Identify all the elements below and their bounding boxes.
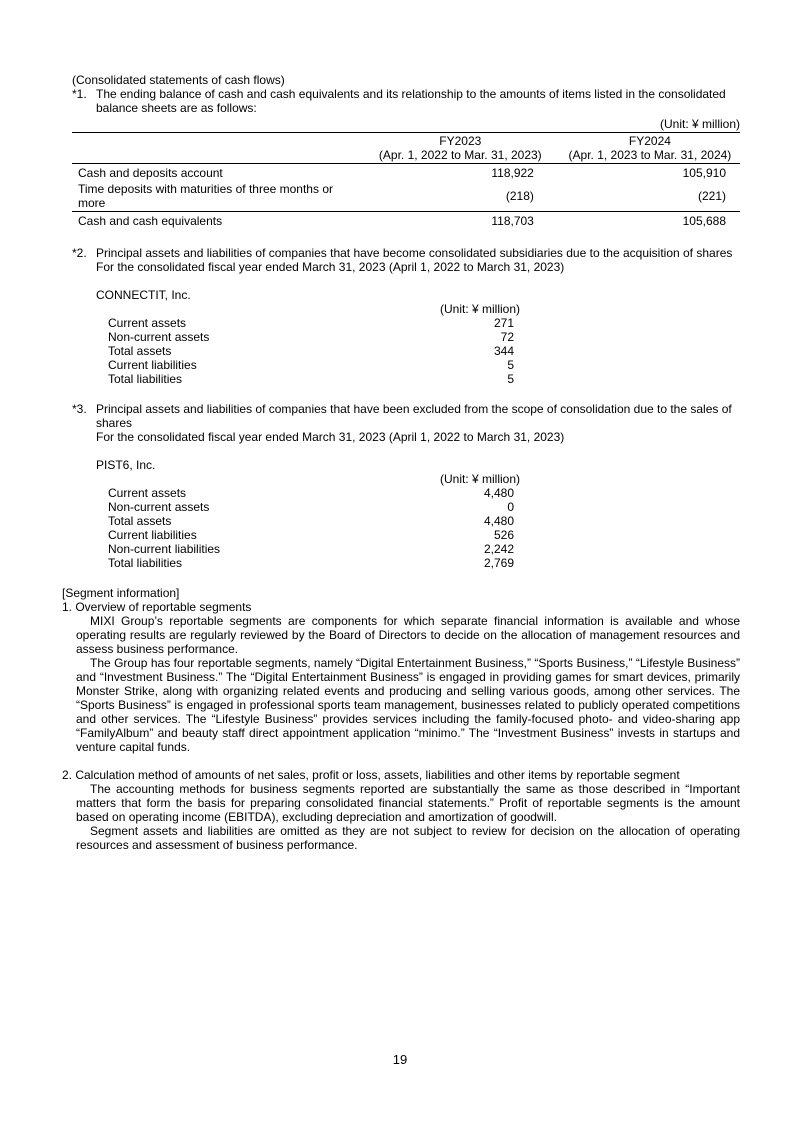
table-row <box>72 181 740 212</box>
row-value-fy2024: 105,688 <box>682 213 726 228</box>
row-label: Cash and cash equivalents <box>78 213 223 228</box>
note-2-text: Principal assets and liabilities of companies that have become consolidated subsidiaries due to the acquisition of shares <box>96 246 733 260</box>
note-2-company-block <box>96 288 740 386</box>
segment-paragraph: The accounting methods for business segments reported are substantially the same as those described in “Important matters that form the basis for preparing consolidated financial statements.” Profit of reportable segments is the amount based on operating income (EBITDA), excluding depreciation and amortization of goodwill. <box>76 782 740 824</box>
table-row: Total liabilities 5 <box>108 372 514 386</box>
cash-equivalents-table <box>72 132 740 229</box>
table-row: Total assets 4,480 <box>108 514 514 528</box>
table-header-row <box>72 133 740 164</box>
table-row: Current assets 4,480 <box>108 486 514 500</box>
note-1-number: *1. <box>72 87 87 101</box>
row-value-fy2023: 118,922 <box>491 165 534 180</box>
table-row <box>72 164 740 182</box>
note-1 <box>72 87 740 115</box>
row-value-fy2023: 118,703 <box>491 213 534 228</box>
row-value-fy2023: (218) <box>505 189 534 203</box>
row-label: Time deposits with maturities of three months or more <box>78 182 333 210</box>
table-row: Non-current liabilities 2,242 <box>108 542 514 556</box>
header-fy2024: FY2024 (Apr. 1, 2023 to Mar. 31, 2024) <box>568 134 732 162</box>
note-2 <box>72 246 740 274</box>
section-title: (Consolidated statements of cash flows) <box>72 73 285 87</box>
note-3-text: Principal assets and liabilities of companies that have been excluded from the scope of consolidation due to the sales of shares <box>96 402 732 430</box>
note-3-company-block <box>96 458 740 570</box>
table-row <box>72 212 740 230</box>
segment-information <box>62 586 740 852</box>
table-row: Non-current assets 72 <box>108 330 514 344</box>
table-row: Current liabilities 5 <box>108 358 514 372</box>
segment-heading-2: 2. Calculation method of amounts of net sales, profit or loss, assets, liabilities and other items by reportable segment <box>62 768 680 782</box>
company-name: PIST6, Inc. <box>96 458 156 472</box>
unit-label: (Unit: ¥ million) <box>439 302 520 316</box>
note-1-text: The ending balance of cash and cash equivalents and its relationship to the amounts of items listed in the consolidated balance sheets are as follows: <box>96 87 726 115</box>
note-1-unit: (Unit: ¥ million) <box>659 117 740 131</box>
note-2-number: *2. <box>72 246 87 260</box>
unit-label: (Unit: ¥ million) <box>439 472 520 486</box>
note-3-period: For the consolidated fiscal year ended March 31, 2023 (April 1, 2022 to March 31, 2023) <box>96 430 565 444</box>
table-row: Current liabilities 526 <box>108 528 514 542</box>
page-number: 19 <box>392 1052 408 1067</box>
table-row: Total liabilities 2,769 <box>108 556 514 570</box>
note-3-number: *3. <box>72 402 87 416</box>
header-fy2023: FY2023 (Apr. 1, 2022 to Mar. 31, 2023) <box>378 134 542 162</box>
balance-table <box>108 302 520 386</box>
table-row: Current assets 271 <box>108 316 514 330</box>
segment-paragraph: MIXI Group’s reportable segments are components for which separate financial information is available and whose operating results are regularly reviewed by the Board of Directors to decide on the allocation of management resources and assess business performance. <box>76 614 740 656</box>
note-3 <box>72 402 740 444</box>
table-row: Non-current assets 0 <box>108 500 514 514</box>
segment-paragraph: Segment assets and liabilities are omitted as they are not subject to review for decision on the allocation of operating resources and assessment of business performance. <box>76 824 740 852</box>
document-body <box>62 73 740 852</box>
row-value-fy2024: 105,910 <box>682 165 726 180</box>
balance-table <box>108 472 520 570</box>
table-row: Total assets 344 <box>108 344 514 358</box>
segment-title: [Segment information] <box>62 586 180 600</box>
row-value-fy2024: (221) <box>697 189 726 203</box>
company-name: CONNECTIT, Inc. <box>96 288 191 302</box>
segment-paragraph: The Group has four reportable segments, namely “Digital Entertainment Business,” “Sports Business,” “Lifestyle Business” and “Investment Business.” The “Digital Entertainment Business” is engaged in providing games for smart devices, primarily Monster Strike, along with organizing related events and producing and selling various goods, among other services. The “Sports Business” is engaged in professional sports team management, businesses related to publicly operated competitions and other services. The “Lifestyle Business” provides services including the family-focused photo- and video-sharing app “FamilyAlbum” and beauty staff direct appointment application “minimo.” The “Investment Business” invests in startups and venture capital funds. <box>76 656 740 754</box>
note-2-period: For the consolidated fiscal year ended March 31, 2023 (April 1, 2022 to March 31, 2023) <box>96 260 565 274</box>
row-label: Cash and deposits account <box>78 165 223 180</box>
segment-heading-1: 1. Overview of reportable segments <box>62 600 252 614</box>
